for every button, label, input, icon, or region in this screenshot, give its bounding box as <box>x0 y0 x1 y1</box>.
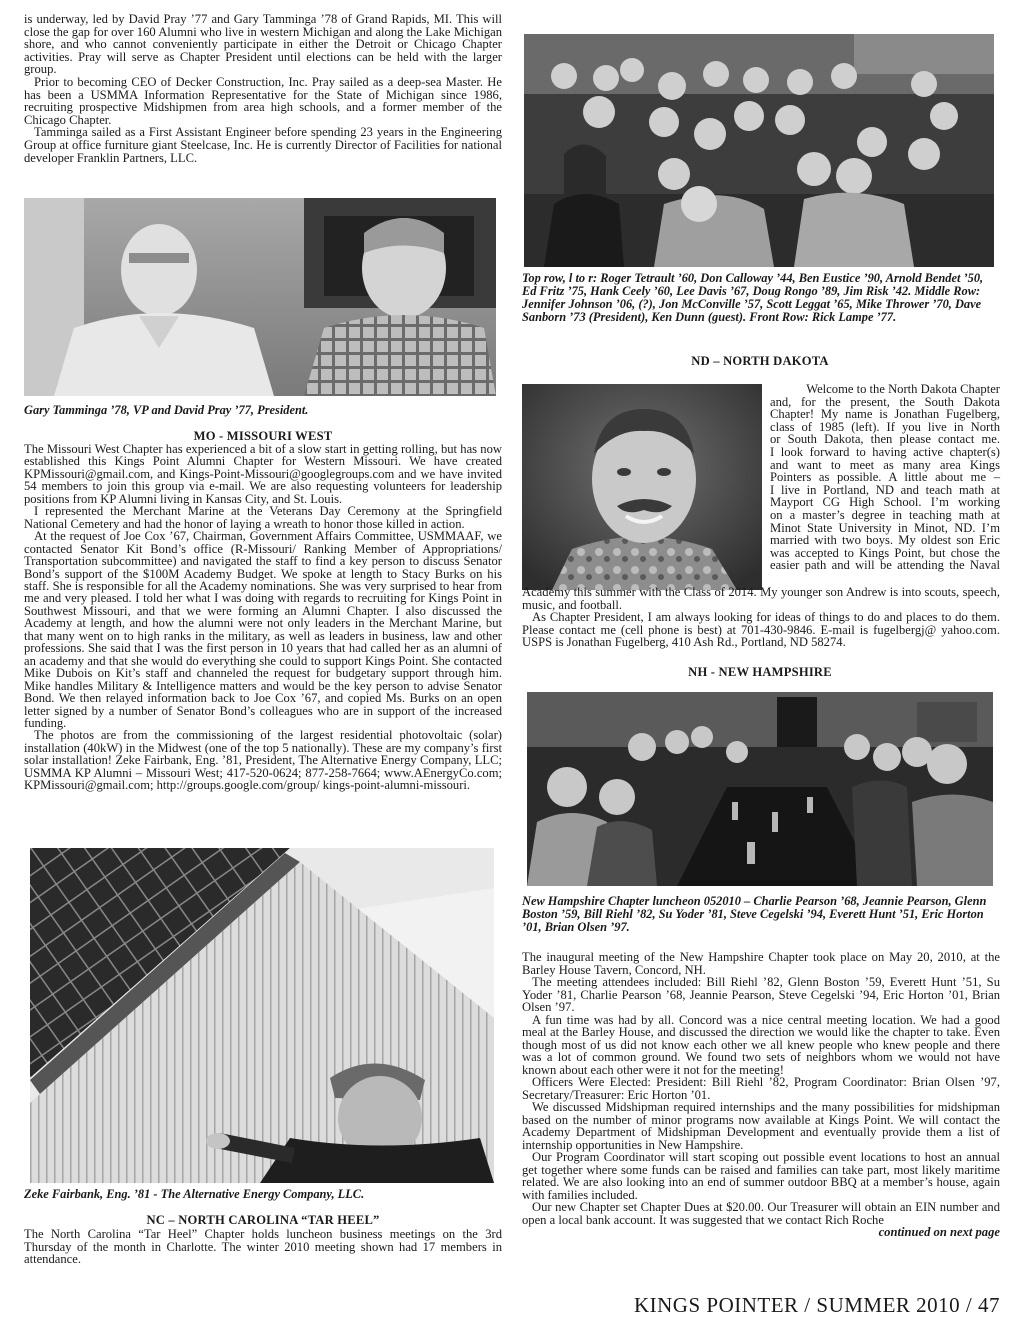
photo-chicago-group <box>524 34 994 267</box>
nd-line: Chapter! My name is Jonathan Fugelberg, <box>770 407 1000 422</box>
section-heading-nh: NH - NEW HAMPSHIRE <box>688 665 832 679</box>
photo-fugelberg <box>522 384 762 590</box>
mo-paragraph: At the request of Joe Cox ’67, Chairman, Government Affairs Committee, USMMAAF, we contacted Senator Kit Bond’s office (R-Missouri/ Ranking Member of Appropriations/ Transportation subcommittee) and navigated the staff to find a key person to discuss Senator Bond’s support of the $100M Academy Budget. We spoke at length to Stacy Burks on his staff. She is responsible for all the Academy nominations. She was very surprised to hear from me and very pleased. I told her what I was doing with regards to recruiting for Kings Point in Southwest Missouri, and that we were forming an Alumni Chapter. I also discussed the Academy at length, and how the alumni were not only leaders in the Merchant Marine, but that many went on to high ranks in the military, as well as leaders in business, law and other professions. She said that I was the first person in 10 years that had called her as an alumni of an academy and that she would do everything she could to support Kings Point. She contacted Mike Dubois on Kit’s staff and channeled the request for budgetary support through him. Mike handles Military & Intelligence matters and would be the key person to advise Senator Bond. We then relayed information back to Joe Cox ’67, and copied Ms. Burks on an open letter signed by a number of Senator Bond’s colleagues who are in support of the increased funding. <box>24 529 502 730</box>
photo-tamminga-pray-image <box>24 198 496 396</box>
mo-paragraph: The Missouri West Chapter has experienced a bit of a slow start in getting rolling, but has now established this Kings Point Alumni Chapter for Western Missouri. We have created KPMissouri@gmail.com, and Kings-Point-Missouri@googlegroups.com and we have invited 54 members to join this group via e-mail. We are also requesting volunteers for leadership positions from KP Alumni living in Kansas City, and St. Louis. <box>24 442 502 506</box>
nd-line: Mayport CG High School. I’m working <box>770 495 1000 510</box>
photo-fugelberg-image <box>522 384 762 590</box>
nd-line: and want to meet as many area Kings <box>770 457 1000 472</box>
mo-paragraph: The photos are from the commissioning of the largest residential photovoltaic (solar) installation (40kW) in the Midwest (one of the top 5 nationally). These are my company’s first solar installation! Zeke Fairbank, Eng. ’81, President, The Alternative Energy Company, LLC; USMMA KP Alumni – Missouri West; 417-520-0624; 877-258-7664; www.AEnergyCo.com; KPMissouri@gmail.com; http://groups.google.com/group/ kings-point-alumni-missouri. <box>24 728 502 793</box>
nd-line: I look forward to having active chapter(s) <box>770 444 1000 459</box>
intro-paragraph: Tamminga sailed as a First Assistant Engineer before spending 23 years in the Engineering Group at office furniture giant Steelcase, Inc. He is currently Director of Facilities for national developer Franklin Partners, LLC. <box>24 125 502 165</box>
nh-paragraph: Our Program Coordinator will start scoping out possible event locations to host an annual get together where some funds can be raised and families can take part, most likely maritime related. We are also looking into an end of summer outdoor BBQ at a member’s house, again with families included. <box>522 1150 1000 1202</box>
intro-paragraph: Prior to becoming CEO of Decker Construction, Inc. Pray sailed as a deep-sea Master. He has been a USMMA Information Representative for the State of Michigan since 1986, recruiting prospective Midshipmen from area high schools, and a former member of the Chicago Chapter. <box>24 74 502 127</box>
intro-text <box>24 13 502 164</box>
nd-paragraph: Academy this summer with the Class of 2014. My younger son Andrew is into scouts, speech, music, and football. <box>522 585 1000 612</box>
intro-paragraph: is underway, led by David Pray ’77 and Gary Tamminga ’78 of Grand Rapids, MI. This will close the gap for over 160 Alumni who live in western Michigan and along the Lake Michigan shore, and who cannot conveniently participate in either the Detroit or Chicago Chapter activities. Pray will serve as Chapter President until elections can be held with the larger group. <box>24 12 502 77</box>
photo-caption: Gary Tamminga ’78, VP and David Pray ’77, President. <box>24 403 309 417</box>
page-footer: KINGS POINTER / SUMMER 2010 / 47 <box>633 1293 1000 1317</box>
nd-line: class of 1985 (left). If you live in North <box>770 419 1000 434</box>
nd-line: was accepted to Kings Point, but chose the <box>770 545 1000 560</box>
nh-paragraph: Officers Were Elected: President: Bill Riehl ’82, Program Coordinator: Brian Olsen ’97, Secretary/Treasurer: Eric Horton ’01. <box>522 1075 1000 1102</box>
nh-text <box>522 951 1000 1239</box>
photo-nh-luncheon-image <box>527 692 993 886</box>
mo-paragraph: I represented the Merchant Marine at the Veterans Day Ceremony at the Springfield National Cemetery and had the honor of laying a wreath to honor those killed in action. <box>24 504 502 531</box>
photo-solar-installation <box>30 848 494 1183</box>
nd-line: Welcome to the North Dakota Chapter <box>806 382 1000 396</box>
section-heading-mo: MO - MISSOURI WEST <box>193 429 333 443</box>
nd-paragraph: As Chapter President, I am always looking for ideas of things to do and places to do them. Please contact me (cell phone is best) at 701-430-9846. E-mail is fugelbergj@ yahoo.com. USPS is Jonathan Fugelberg, 410 Ash Rd., Portland, ND 58274. <box>522 610 1000 650</box>
photo-nh-luncheon <box>527 692 993 886</box>
nd-line: and, for the present, the South Dakota <box>770 394 1000 409</box>
nd-line: Pointers as possible. A little about me – <box>770 470 1000 485</box>
photo-caption: Zeke Fairbank, Eng. ’81 - The Alternative Energy Company, LLC. <box>24 1187 365 1201</box>
photo-solar-installation-image <box>30 848 494 1183</box>
continued-note: continued on next page <box>878 1225 1000 1239</box>
nh-paragraph: Our new Chapter set Chapter Dues at $20.00. Our Treasurer will obtain an EIN number and open a local bank account. It was suggested that we contact Rich Roche <box>522 1200 1000 1227</box>
nd-text-beside-photo <box>770 383 1000 572</box>
nh-paragraph: The inaugural meeting of the New Hampshire Chapter took place on May 20, 2010, at the Barley House Tavern, Concord, NH. <box>522 950 1000 977</box>
nd-line: I live in Portland, ND and teach math at <box>770 482 1000 497</box>
nd-line: easier path and will be attending the Naval <box>770 558 1000 573</box>
nd-line: on a master’s degree in teaching math at <box>770 507 1000 522</box>
section-heading-nd: ND – NORTH DAKOTA <box>691 354 829 368</box>
photo-tamminga-pray <box>24 198 496 396</box>
nd-line: Minot State University in Minot, ND. I’m <box>770 520 1000 535</box>
nc-text: The North Carolina “Tar Heel” Chapter holds luncheon business meetings on the 3rd Thursday of the month in Charlotte. The winter 2010 meeting shown had 17 members in attendance. <box>24 1227 502 1267</box>
section-heading-nc: NC – NORTH CAROLINA “TAR HEEL” <box>146 1213 380 1227</box>
mo-text <box>24 443 502 792</box>
photo-caption: Top row, l to r: Roger Tetrault ’60, Don Calloway ’44, Ben Eustice ’90, Arnold Bendet ’50, Ed Fritz ’75, Hank Ceely ’60, Lee Davis ’67, Doug Rongo ’89, Jim Risk ’42. Middle Row: Jennifer Johnson ’06, (?), Jon McConville ’57, Scott Leggat ’65, Mike Thrower ’70, Dave Sanborn ’73 (President), Ken Dunn (guest). Front Row: Rick Lampe ’77. <box>522 271 984 324</box>
nd-text <box>522 586 1000 649</box>
nd-line: married with two boys. My oldest son Eric <box>770 533 1000 548</box>
nh-paragraph: We discussed Midshipman required internships and the many possibilities for midshipman based on the number of minor programs now available at Kings Point. We will contact the Academy Department of Midshipman Development and eventually provide them a list of internship opportunities in New Hampshire. <box>522 1100 1000 1152</box>
photo-chicago-group-image <box>524 34 994 267</box>
nd-line: or South Dakota, then please contact me. <box>770 432 1000 447</box>
nh-paragraph: A fun time was had by all. Concord was a nice central meeting location. We had a good meal at the Barley House, and discussed the direction we would like the chapter to take. Even though most of us did not know each other we all knew people who knew people and there was a lot of common ground. We found two sets of neighbors whom we would not have known about each other were it not for the meeting! <box>522 1012 1000 1077</box>
photo-caption: New Hampshire Chapter luncheon 052010 – Charlie Pearson ’68, Jeannie Pearson, Glenn Boston ’59, Bill Riehl ’82, Su Yoder ’81, Steve Cegelski ’94, Everett Hunt ’51, Eric Horton ’01, Brian Olsen ’97. <box>522 894 987 934</box>
nh-paragraph: The meeting attendees included: Bill Riehl ’82, Glenn Boston ’59, Everett Hunt ’51, Su Yoder ’81, Charlie Pearson ’68, Jeannie Pearson, Steve Cegelski ’94, Eric Horton ’01, Brian Olsen ’97. <box>522 975 1000 1014</box>
